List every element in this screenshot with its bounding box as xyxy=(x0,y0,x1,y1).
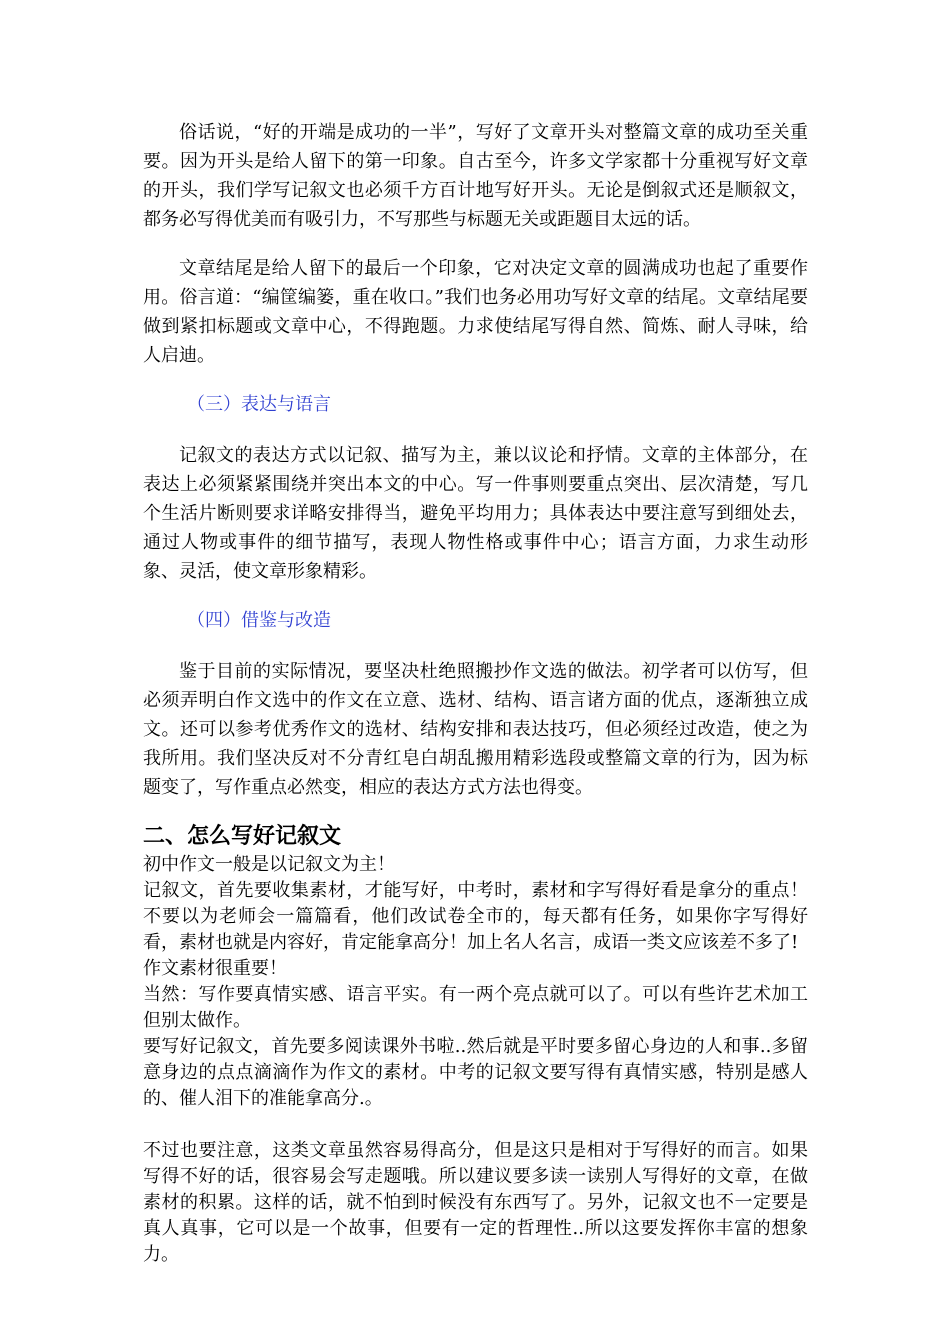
blank-line xyxy=(143,1112,808,1138)
paragraph-reference-adaptation: 鉴于目前的实际情况，要坚决杜绝照搬抄作文选的做法。初学者可以仿写，但必须弄明白作文选中的作文在立意、选材、结构、语言诸方面的优点，逐渐独立成文。还可以参考优秀作文的选材、结构安排和表达技巧，但必须经过改造，使之为我所用。我们坚决反对不分青红皂白胡乱搬用精彩选段或整篇文章的行为，因为标题变了，写作重点必然变，相应的表达方式方法也得变。 xyxy=(143,661,808,798)
section-title: 二、怎么写好记叙文 xyxy=(143,824,342,849)
text-line: 记叙文，首先要收集素材，才能写好，中考时，素材和字写得好看是拿分的重点！不要以为老师会一篇篇看，他们改试卷全市的，每天都有任务，如果你字写得好看，素材也就是内容好，肯定能拿高分！加上名人名言，成语一类文应该差不多了! xyxy=(143,880,808,953)
paragraph-ending: 文章结尾是给人留下的最后一个印象，它对决定文章的圆满成功也起了重要作用。俗言道：“编筐编篓，重在收口。”我们也务必用功写好文章的结尾。文章结尾要做到紧扣标题或文章中心，不得跑题。力求使结尾写得自然、简炼、耐人寻味，给人启迪。 xyxy=(143,258,808,366)
document-page xyxy=(143,118,808,1268)
subheading-expression-language: （三）表达与语言 xyxy=(187,394,331,415)
text-line: 要写好记叙文，首先要多阅读课外书啦..然后就是平时要多留心身边的人和事..多留意身边的点点滴滴作为作文的素材。中考的记叙文要写得有真情实感，特别是感人的、催人泪下的准能拿高分.。 xyxy=(143,1036,808,1109)
subheading-reference-adaptation: （四）借鉴与改造 xyxy=(187,610,331,631)
paragraph-closing: 不过也要注意，这类文章虽然容易得高分，但是这只是相对于写得好的而言。如果写得不好的话，很容易会写走题哦。所以建议要多读一读别人写得好的文章，在做素材的积累。这样的话，就不怕到时候没有东西写了。另外，记叙文也不一定要是真人真事，它可以是一个故事，但要有一定的哲理性..所以这要发挥你丰富的想象力。 xyxy=(143,1140,808,1265)
paragraph-opening: 俗话说，“好的开端是成功的一半”，写好了文章开头对整篇文章的成功至关重要。因为开头是给人留下的第一印象。自古至今，许多文学家都十分重视写好文章的开头，我们学写记叙文也必须千方百计地写好开头。无论是倒叙式还是顺叙文，都务必写得优美而有吸引力，不写那些与标题无关或距题目太远的话。 xyxy=(143,122,808,230)
paragraph-expression-language: 记叙文的表达方式以记叙、描写为主，兼以议论和抒情。文章的主体部分，在表达上必须紧紧围绕并突出本文的中心。写一件事则要重点突出、层次清楚，写几个生活片断则要求详略安排得当，避免平均用力；具体表达中要注意写到细处去，通过人物或事件的细节描写，表现人物性格或事件中心；语言方面，力求生动形象、灵活，使文章形象精彩。 xyxy=(143,445,808,582)
text-line: 初中作文一般是以记叙文为主！ xyxy=(143,854,395,875)
text-line: 当然：写作要真情实感、语言平实。有一两个亮点就可以了。可以有些许艺术加工但别太做作。 xyxy=(143,984,808,1031)
text-line: 作文素材很重要！ xyxy=(143,958,287,979)
